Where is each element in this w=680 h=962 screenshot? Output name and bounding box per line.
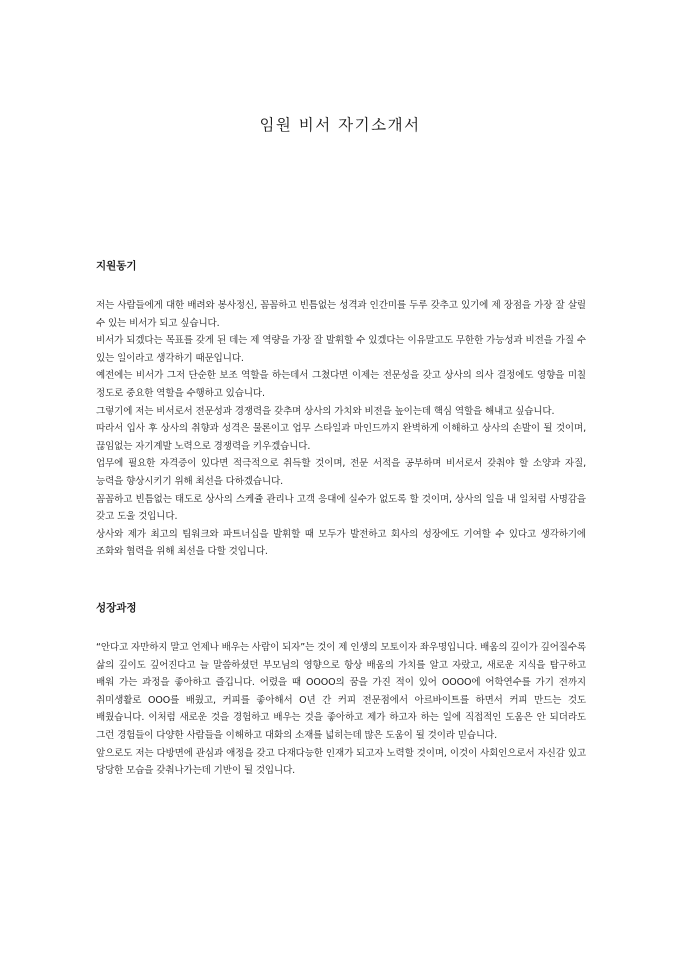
paragraph: 그렇기에 저는 비서로서 전문성과 경쟁력을 갖추며 상사의 가치와 비전을 높이는데 핵심 역할을 해내고 싶습니다. [96,405,555,417]
paragraph: 업무에 필요한 자격증이 있다면 적극적으로 취득할 것이며, 전문 서적을 공부하며 비서로서 갖춰야 할 소양과 자질, 능력을 향상시키기 위해 최선을 다하겠습니다. [96,458,586,487]
section-motivation [96,259,586,561]
section-heading: 지원동기 [96,260,137,272]
paragraph: 저는 사람들에게 대한 배려와 봉사정신, 꼼꼼하고 빈틈없는 성격과 인간미를 두루 갖추고 있기에 제 장점을 가장 잘 살릴 수 있는 비서가 되고 싶습니다. [96,300,586,329]
paragraph: 앞으로도 저는 다방면에 관심과 애정을 갖고 다재다능한 인재가 되고자 노력할 것이며, 이것이 사회인으로서 자신감 있고 당당한 모습을 갖춰나가는데 기반이 될 것입니다. [96,747,586,777]
section-growth [96,601,586,780]
document-title: 임원 비서 자기소개서 [259,116,421,134]
section-body [96,639,586,780]
paragraph: “안다고 자만하지 말고 언제나 배우는 사람이 되자”는 것이 제 인생의 모토이자 좌우명입니다. 배움의 깊이가 깊어질수록 삶의 깊이도 깊어진다고 늘 말씀하셨던 부모님의 영향으로 항상 배움의 가치를 알고 자랐고, 새로운 지식을 탐구하고 배워 가는 과정을 좋아하고 즐깁니다. 어렸을 때 OOOO의 꿈을 가진 적이 있어 OOOO에 어학연수를 가기 전까지 취미생활로 OOO를 배웠고, 커피를 좋아해서 O년 간 커피 전문점에서 아르바이트를 하면서 커피 만드는 것도 배웠습니다. 이처럼 새로운 것을 경험하고 배우는 것을 좋아하고 제가 하고자 하는 일에 직접적인 도움은 안 되더라도 그런 경험들이 다양한 사람들을 이해하고 대화의 소재를 넓히는데 많은 도움이 될 것이라 믿습니다. [96,642,586,741]
paragraph: 예전에는 비서가 그저 단순한 보조 역할을 하는데서 그쳤다면 이제는 전문성을 갖고 상사의 의사 결정에도 영향을 미칠 정도로 중요한 역할을 수행하고 있습니다. [96,370,586,399]
paragraph: 비서가 되겠다는 목표를 갖게 된 데는 제 역량을 가장 잘 발휘할 수 있겠다는 이유말고도 무한한 가능성과 비전을 가질 수 있는 일이라고 생각하기 때문입니다. [96,335,586,364]
section-heading: 성장과정 [96,602,137,614]
paragraph: 따라서 입사 후 상사의 취향과 성격은 물론이고 업무 스타일과 마인드까지 완벽하게 이해하고 상사의 손발이 될 것이며, 끊임없는 자기계발 노력으로 경쟁력을 키우겠습니다. [96,423,586,452]
paragraph: 꼼꼼하고 빈틈없는 태도로 상사의 스케쥴 관리나 고객 응대에 실수가 없도록 할 것이며, 상사의 일을 내 일처럼 사명감을 갖고 도울 것입니다. [96,493,586,523]
paragraph: 상사와 제가 최고의 팀워크와 파트너십을 발휘할 때 모두가 발전하고 회사의 성장에도 기여할 수 있다고 생각하기에 조화와 협력을 위해 최선을 다할 것입니다. [96,528,586,558]
section-body [96,297,586,561]
